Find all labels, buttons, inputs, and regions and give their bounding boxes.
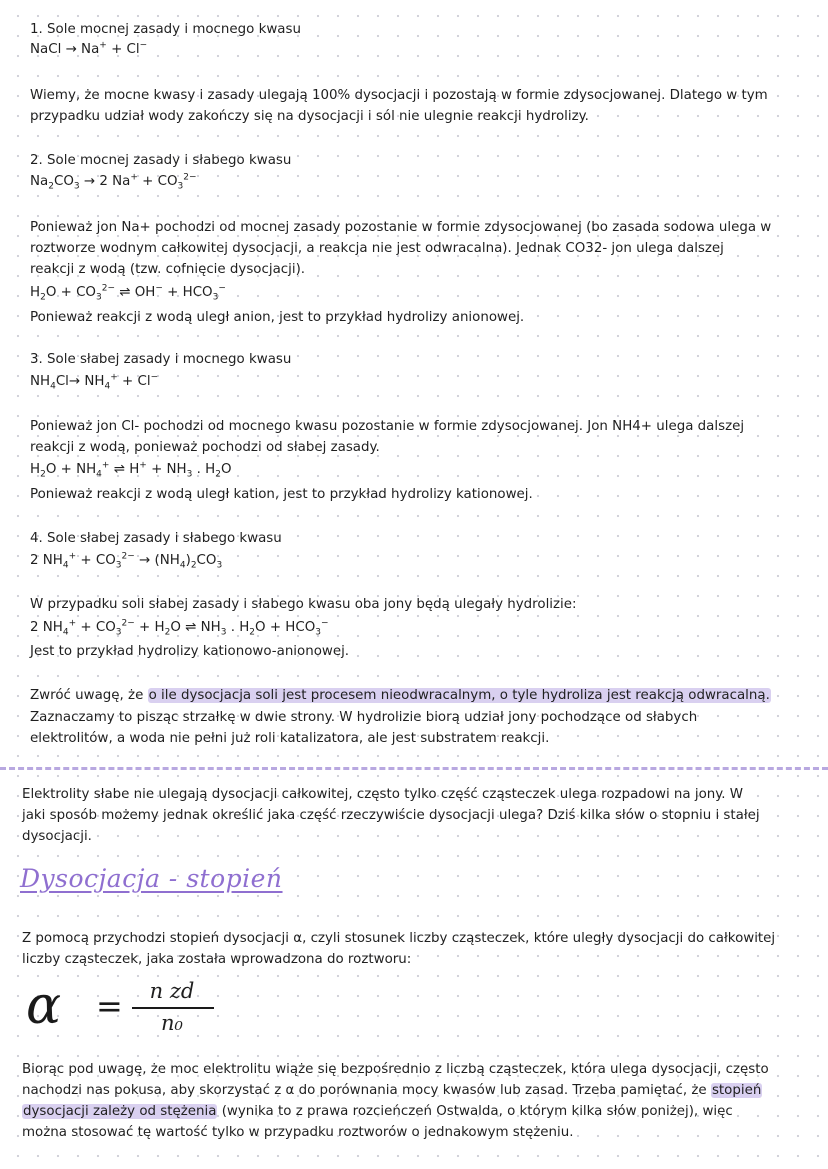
eq-part: NH <box>30 374 51 389</box>
eq-part: H <box>30 462 41 477</box>
eq-part: O <box>170 620 181 635</box>
section-4-equation <box>30 551 810 571</box>
formula-numerator: n zd <box>149 979 195 1003</box>
eq-part: + Cl <box>106 42 140 57</box>
charge: + <box>130 172 138 183</box>
reaction-arrow: → <box>134 553 155 568</box>
eq-part: O + CO <box>45 285 96 300</box>
eq-part: CO <box>53 174 74 189</box>
section-2-equation <box>30 172 810 192</box>
eq-part: + CO <box>76 553 116 568</box>
formula-denominator: n₀ <box>161 1011 183 1035</box>
subscript: 2 <box>48 181 54 192</box>
eq-part: OH <box>134 285 156 300</box>
subscript: 2 <box>190 560 197 571</box>
section-2-text-line-2: roztworze wodnym całkowitej dysocjacji, a reakcja nie jest odwracalna). Jednak CO32- jon ulega dalszej <box>30 241 724 256</box>
section-2-text-line-3: reakcji z wodą (tzw. cofnięcie dysocjacji). <box>30 262 306 277</box>
eq-part: + CO <box>76 620 116 635</box>
charge: 2− <box>101 283 115 294</box>
alpha-symbol: α <box>26 976 62 1036</box>
charge: 2− <box>121 618 135 629</box>
section-3-text-line-1: Ponieważ jon Cl- pochodzi od mocnego kwasu pozostanie w formie zdysocjowanej. Jon NH4+ ulega dalszej <box>30 419 745 434</box>
reaction-arrow: → <box>65 42 77 57</box>
equilibrium-arrow: ⇌ <box>115 285 135 300</box>
eq-part: NaCl <box>30 42 66 57</box>
charge: − <box>321 618 329 629</box>
section-3-text-line-2: reakcji z wodą, ponieważ pochodzi od słabej zasady. <box>30 440 380 455</box>
section-heading: Dysocjacja - stopień <box>20 864 283 893</box>
eq-part: . H <box>192 462 216 477</box>
section-3-equation <box>30 372 810 392</box>
subscript: 3 <box>115 627 122 638</box>
section-1-text-line-2: przypadku udział wody zakończy się na dysocjacji i sól nie ulegnie reakcji hydrolizy. <box>30 109 589 124</box>
subscript: 3 <box>73 181 80 192</box>
subscript: 4 <box>62 560 69 571</box>
intro-line-1: Elektrolity słabe nie ulegają dysocjacji całkowitej, często tylko część cząsteczek ulega rozpadowi na jony. W <box>22 787 744 802</box>
note-text: Zwróć uwagę, że <box>30 688 148 703</box>
charge: − <box>150 372 159 383</box>
final-text: nachodzi nas pokusa, aby skorzystać z α do porównania mocy kwasów lub zasad. Trzeba pamiętać, że <box>22 1083 711 1098</box>
eq-part: 2 NH <box>30 620 63 635</box>
final-line-1: Biorąc pod uwagę, że moc elektrolitu wiąże się bezpośrednio z liczbą cząsteczek, która ulega dysocjacji, często <box>22 1062 769 1077</box>
eq-part: Na <box>30 174 49 189</box>
section-4-text-line-2: Jest to przykład hydrolizy kationowo-anionowej. <box>30 644 350 659</box>
subscript: 3 <box>212 292 219 303</box>
eq-part: 2 NH <box>30 553 63 568</box>
eq-part: ) <box>185 553 191 568</box>
section-1-title <box>30 20 810 40</box>
charge: + <box>110 372 118 383</box>
eq-part: Cl <box>55 374 69 389</box>
final-line-3 <box>22 1102 802 1122</box>
charge: 2− <box>183 172 197 183</box>
section-4-text-line-1: W przypadku soli słabej zasady i słabego kwasu oba jony będą ulegały hydrolizie: <box>30 597 577 612</box>
charge: + <box>68 551 77 562</box>
equilibrium-arrow: ⇌ <box>180 620 201 635</box>
note-highlight: o ile dysocjacja soli jest procesem nieodwracalnym, o tyle hydroliza jest reakcją odwracalną. <box>148 688 770 703</box>
eq-part: + Cl <box>117 374 151 389</box>
subscript: 4 <box>96 469 102 480</box>
eq-part: O <box>220 462 232 477</box>
eq-part: CO <box>157 174 178 189</box>
fraction-bar <box>132 1007 214 1009</box>
section-3-hydrolysis-equation <box>30 460 810 480</box>
eq-part: NH <box>80 374 105 389</box>
equilibrium-arrow: ⇌ <box>109 462 130 477</box>
section-divider <box>0 767 828 770</box>
subscript: 3 <box>315 627 321 638</box>
section-3-title: 3. Sole słabej zasady i mocnego kwasu <box>30 352 292 367</box>
charge: − <box>139 40 148 51</box>
subscript: 2 <box>40 292 46 303</box>
section-1-title-text: 1. Sole mocnej zasady i mocnego kwasu <box>30 22 301 37</box>
charge: 2− <box>121 551 135 562</box>
degree-line-2: liczby cząsteczek, jaka została wprowadzona do roztworu: <box>22 952 412 967</box>
equals-sign: = <box>96 987 123 1025</box>
eq-part: O + HCO <box>255 620 316 635</box>
subscript: 4 <box>50 381 56 392</box>
subscript: 3 <box>115 560 122 571</box>
charge: + <box>101 460 110 471</box>
reaction-arrow: → <box>68 374 81 389</box>
eq-part: . H <box>226 620 250 635</box>
eq-part: Na <box>76 42 100 57</box>
section-2-hydrolysis-equation <box>30 283 810 303</box>
reaction-arrow: → <box>79 174 100 189</box>
degree-line-1: Z pomocą przychodzi stopień dysocjacji α, czyli stosunek liczby cząsteczek, które uległy dysocjacji do całkowitej <box>22 931 776 946</box>
final-highlight: stopień <box>711 1083 762 1098</box>
eq-part: H <box>129 462 140 477</box>
subscript: 2 <box>40 469 46 480</box>
subscript: 4 <box>104 381 111 392</box>
section-2-title: 2. Sole mocnej zasady i słabego kwasu <box>30 153 292 168</box>
section-1-equation <box>30 40 810 60</box>
eq-part: 2 Na <box>99 174 131 189</box>
charge: − <box>218 283 226 294</box>
subscript: 3 <box>177 181 184 192</box>
subscript: 4 <box>179 560 186 571</box>
charge: + <box>139 460 147 471</box>
note-line-1 <box>30 686 810 706</box>
final-line-4: można stosować tę wartość tylko w przypadku roztworów o jednakowym stężeniu. <box>22 1125 574 1140</box>
charge: − <box>155 283 163 294</box>
intro-line-3: dysocjacji. <box>22 829 92 844</box>
eq-part: NH <box>200 620 221 635</box>
final-highlight: dysocjacji zależy od stężenia <box>23 1104 217 1119</box>
final-text: (wynika to z prawa rozcieńczeń Ostwalda, o którym kilka słów poniżej), więc <box>217 1104 733 1119</box>
eq-part: CO <box>196 553 217 568</box>
subscript: 2 <box>164 627 171 638</box>
subscript: 3 <box>216 560 223 571</box>
charge: + <box>68 618 77 629</box>
note-line-3: elektrolitów, a woda nie pełni już roli katalizatora, ale jest substratem reakcji. <box>30 731 550 746</box>
eq-part: + <box>137 174 158 189</box>
section-4-title: 4. Sole słabej zasady i słabego kwasu <box>30 531 282 546</box>
section-4-hydrolysis-equation <box>30 618 810 638</box>
section-2-text-line-1: Ponieważ jon Na+ pochodzi od mocnej zasady pozostanie w formie zdysocjowanej (bo zasada sodowa ulega w <box>30 220 772 235</box>
subscript: 4 <box>62 627 69 638</box>
eq-part: H <box>30 285 41 300</box>
dissociation-degree-formula <box>26 978 226 1040</box>
subscript: 3 <box>95 292 102 303</box>
section-3-text-line-3: Ponieważ reakcji z wodą uległ kation, jest to przykład hydrolizy kationowej. <box>30 487 533 502</box>
eq-part: (NH <box>154 553 180 568</box>
eq-part: + HCO <box>162 285 213 300</box>
eq-part: + H <box>134 620 165 635</box>
charge: + <box>99 40 107 51</box>
note-line-2: Zaznaczamy to pisząc strzałkę w dwie strony. W hydrolizie biorą udział jony pochodzące od słabych <box>30 710 698 725</box>
section-2-text-line-4: Ponieważ reakcji z wodą uległ anion, jest to przykład hydrolizy anionowej. <box>30 310 525 325</box>
subscript: 3 <box>220 627 227 638</box>
eq-part: + NH <box>146 462 187 477</box>
eq-part: O + NH <box>45 462 97 477</box>
intro-line-2: jaki sposób możemy jednak określić jaka część rzeczywiście dysocjacji ulega? Dziś kilka słów o stopniu i stałej <box>22 808 760 823</box>
final-line-2 <box>22 1081 802 1101</box>
section-1-text-line-1: Wiemy, że mocne kwasy i zasady ulegają 100% dysocjacji i pozostają w formie zdysocjowanej. Dlatego w tym <box>30 88 768 103</box>
subscript: 3 <box>186 469 193 480</box>
subscript: 2 <box>215 469 221 480</box>
subscript: 2 <box>249 627 256 638</box>
